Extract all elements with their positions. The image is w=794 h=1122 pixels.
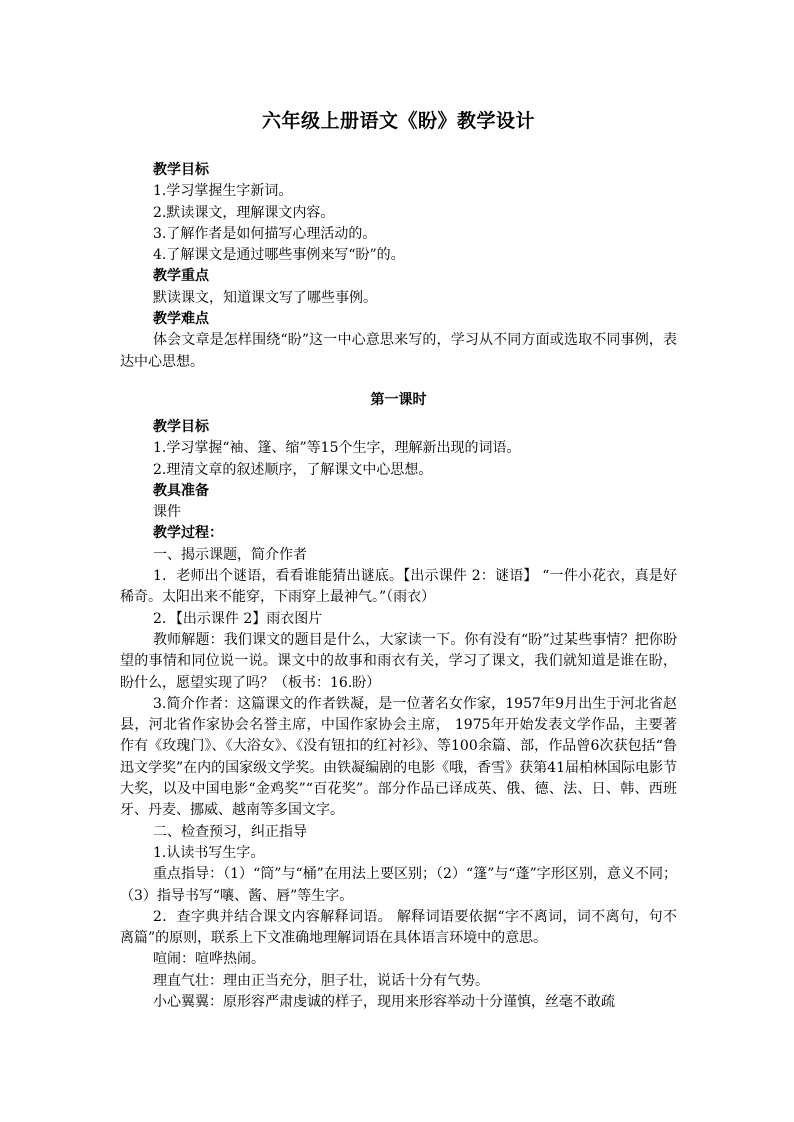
lesson-section <box>120 417 677 1013</box>
section-heading: 教学目标 <box>153 162 209 178</box>
paragraph: 1.学习掌握生字新词。 <box>153 183 293 200</box>
intro-section <box>120 160 677 373</box>
section-heading: 教学难点 <box>153 311 209 328</box>
paragraph: 2．查字典并结合课文内容解释词语。 解释词语要依据“字不离词，词不离句，句不离篇”的原则，联系上下文准确地理解词语在具体语言环境中的意思。 <box>120 908 677 947</box>
paragraph: 重点指导：（1）“筒”与“桶”在用法上要区别；（2）“篷”与“蓬”字形区别，意义不同；（3）指导书写“嚷、酱、唇”等生字。 <box>120 866 677 904</box>
paragraph: 3.简介作者：这篇课文的作者铁凝，是一位著名女作家，1957年9月出生于河北省赵县，河北省作家协会名誉主席，中国作家协会主席， 1975年开始发表文学作品，主要著作有《玫瑰门》、《大浴女》、《没有钮扣的红衬衫》、等100余篇、部，作品曾6次获包括“鲁迅文学奖”在内的国家级文学奖。由铁凝编剧的电影《哦，香雪》获第41届柏林国际电影节大奖，以及中国电影“金鸡奖”“百花奖”。部分作品已译成英、俄、德、法、日、韩、西班牙、丹麦、挪威、越南等多国文字。 <box>120 695 677 819</box>
lesson-heading: 第一课时 <box>370 391 427 408</box>
paragraph: 3.了解作者是如何描写心理活动的。 <box>153 225 377 242</box>
paragraph: 4.了解课文是通过哪些事例来写“盼”的。 <box>153 247 405 264</box>
section-heading: 教具准备 <box>153 482 209 499</box>
paragraph: 理直气壮：理由正当充分，胆子壮，说话十分有气势。 <box>153 972 489 989</box>
paragraph: 默读课文，知道课文写了哪些事例。 <box>153 289 377 306</box>
section-heading: 教学目标 <box>153 418 209 435</box>
paragraph: 2．【出示课件 2】雨衣图片 <box>153 610 323 627</box>
section-heading: 教学过程： <box>153 525 223 542</box>
paragraph: 小心翼翼：原形容严肃虔诚的样子，现用来形容举动十分谨慎，丝毫不敢疏 <box>153 993 615 1010</box>
paragraph: 教师解题：我们课文的题目是什么，大家读一下。你有没有“盼”过某些事情？把你盼望的事情和同位说一说。课文中的故事和雨衣有关，学习了课文，我们就知道是谁在盼，盼什么，愿望实现了吗？（板书：16.盼） <box>120 631 677 691</box>
paragraph: 二、检查预习，纠正指导 <box>153 823 307 840</box>
paragraph: 1．老师出个谜语，看看谁能猜出谜底。【出示课件 2：谜语】 “一件小花衣，真是好稀奇。太阳出来不能穿，下雨穿上最神气。”（雨衣） <box>120 568 677 606</box>
section-heading: 教学重点 <box>153 268 209 285</box>
document-body <box>120 160 677 1013</box>
paragraph: 1.认读书写生字。 <box>153 844 265 861</box>
paragraph: 喧闹：喧哗热闹。 <box>153 951 265 968</box>
paragraph: 一、揭示课题，简介作者 <box>153 546 307 563</box>
paragraph: 2.理清文章的叙述顺序，了解课文中心思想。 <box>153 461 433 478</box>
paragraph: 2.默读课文，理解课文内容。 <box>153 204 335 221</box>
paragraph: 1.学习掌握“袖、篷、缩”等15个生字，理解新出现的词语。 <box>153 440 521 457</box>
paragraph: 课件 <box>153 504 181 521</box>
paragraph: 体会文章是怎样围绕“盼”这一中心意思来写的，学习从不同方面或选取不同事例，表达中心思想。 <box>120 332 677 370</box>
document-title: 六年级上册语文《盼》教学设计 <box>261 110 535 132</box>
